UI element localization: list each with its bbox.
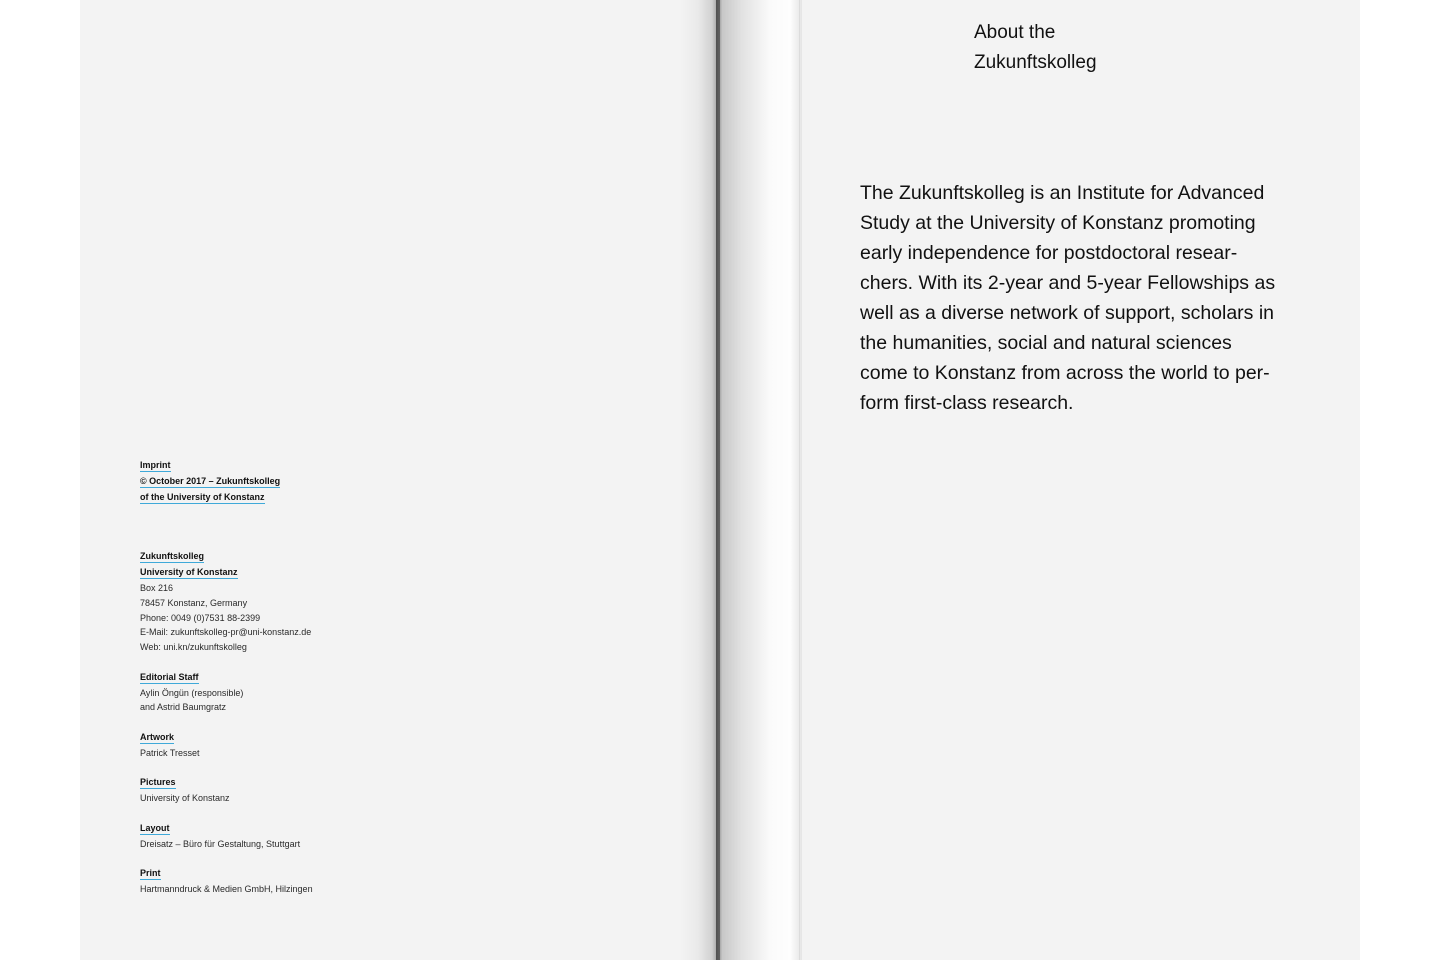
address-name: Zukunftskolleg <box>140 551 205 562</box>
address-email: E-Mail: zukunftskolleg-pr@uni-konstanz.de <box>140 627 312 638</box>
about-paragraph-line: chers. With its 2-year and 5-year Fellowships as <box>860 272 1276 294</box>
about-paragraph-line: well as a diverse network of support, scholars in <box>860 302 1275 324</box>
copyright-line: of the University of Konstanz <box>140 491 265 502</box>
imprint-heading: Imprint <box>140 460 171 470</box>
layout-line: Dreisatz – Büro für Gestaltung, Stuttgart <box>140 838 301 849</box>
about-title <box>974 18 1097 78</box>
address-phone: Phone: 0049 (0)7531 88-2399 <box>140 612 261 623</box>
artwork-line: Patrick Tresset <box>140 747 200 758</box>
layout-block <box>140 821 440 852</box>
editorial-line: Aylin Öngün (responsible) <box>140 687 244 698</box>
gutter-highlight <box>722 0 802 960</box>
pictures-heading: Pictures <box>140 777 176 788</box>
about-paragraph-line: form first-class research. <box>860 392 1074 414</box>
pictures-line: University of Konstanz <box>140 793 230 804</box>
address-institution: University of Konstanz <box>140 567 238 578</box>
copyright-line: © October 2017 – Zukunftskolleg <box>140 475 281 486</box>
page-edge <box>799 0 800 960</box>
about-title-line: Zukunftskolleg <box>974 52 1097 73</box>
address-box: Box 216 <box>140 582 174 593</box>
about-title-line: About the <box>974 22 1056 43</box>
address-city: 78457 Konstanz, Germany <box>140 597 248 608</box>
brochure-spread <box>80 0 1360 960</box>
print-heading: Print <box>140 868 161 879</box>
pictures-block <box>140 775 440 806</box>
print-block <box>140 866 440 897</box>
about-paragraph-line: come to Konstanz from across the world to per- <box>860 362 1270 384</box>
left-page <box>80 0 720 960</box>
gutter-shadow <box>680 0 720 960</box>
about-paragraph-line: The Zukunftskolleg is an Institute for Advanced <box>860 182 1265 204</box>
editorial-line: and Astrid Baumgratz <box>140 702 227 713</box>
about-paragraph-line: the humanities, social and natural sciences <box>860 332 1232 354</box>
imprint-column <box>140 458 440 912</box>
artwork-block <box>140 730 440 761</box>
about-paragraph-line: Study at the University of Konstanz promoting <box>860 212 1256 234</box>
print-line: Hartmanndruck & Medien GmbH, Hilzingen <box>140 883 313 894</box>
about-paragraph-line: early independence for postdoctoral resear- <box>860 242 1238 264</box>
about-paragraph <box>860 178 1320 418</box>
address-web: Web: uni.kn/zukunftskolleg <box>140 642 247 653</box>
right-page <box>720 0 1360 960</box>
editorial-heading: Editorial Staff <box>140 671 199 682</box>
address-block <box>140 549 440 655</box>
artwork-heading: Artwork <box>140 731 175 742</box>
layout-heading: Layout <box>140 822 170 833</box>
editorial-block <box>140 670 440 715</box>
imprint-block <box>140 458 440 505</box>
